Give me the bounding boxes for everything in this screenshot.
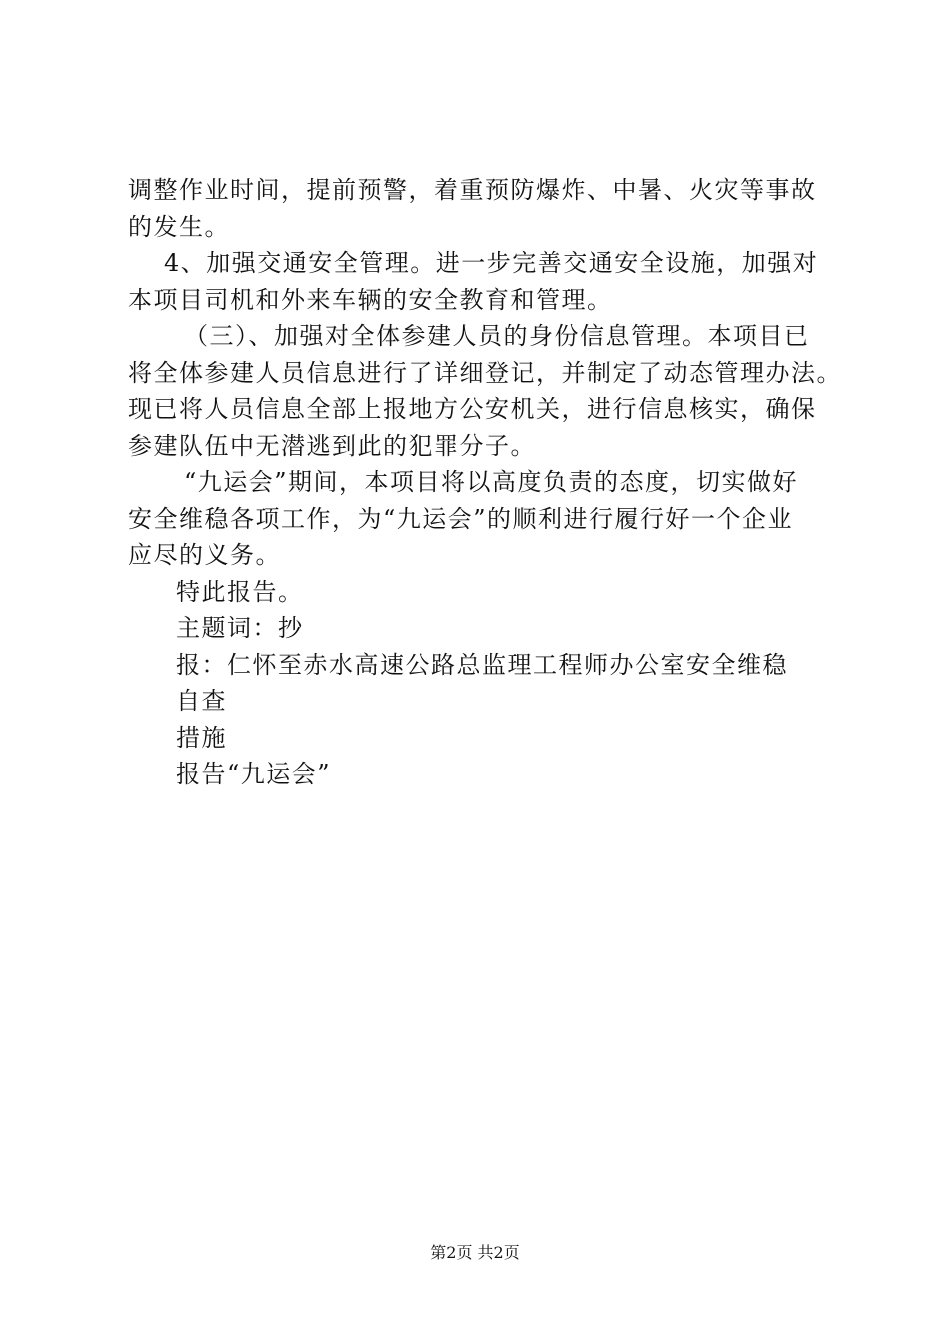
body-line: 安全维稳各项工作，为“九运会”的顺利进行履行好一个企业 — [128, 504, 794, 533]
body-line: 的发生。 — [128, 212, 230, 241]
body-line: 报：仁怀至赤水高速公路总监理工程师办公室安全维稳 — [176, 650, 788, 679]
document-body — [128, 172, 842, 793]
page-footer: 第2页 共2页 — [430, 1243, 520, 1262]
body-line: 特此报告。 — [176, 577, 304, 606]
body-line: 自查 — [176, 687, 227, 715]
body-line: 现已将人员信息全部上报地方公安机关，进行信息核实，确保 — [128, 395, 817, 423]
body-line: （三）、加强对全体参建人员的身份信息管理。本项目已 — [184, 322, 810, 350]
body-line: “九运会”期间，本项目将以高度负责的态度，切实做好 — [184, 468, 799, 496]
body-line: 将全体参建人员信息进行了详细登记，并制定了动态管理办法。 — [128, 358, 842, 387]
body-line: 4、加强交通安全管理。进一步完善交通安全设施，加强对 — [164, 249, 819, 277]
body-line: 参建队伍中无潜逃到此的犯罪分子。 — [128, 431, 536, 460]
body-line: 本项目司机和外来车辆的安全教育和管理。 — [128, 285, 613, 314]
body-line: 措施 — [176, 723, 227, 752]
body-line: 应尽的义务。 — [128, 541, 281, 569]
body-line: 主题词：抄 — [176, 614, 304, 642]
body-line: 调整作业时间，提前预警，着重预防爆炸、中暑、火灾等事故 — [128, 176, 817, 204]
body-line: 报告“九运会” — [176, 760, 332, 788]
